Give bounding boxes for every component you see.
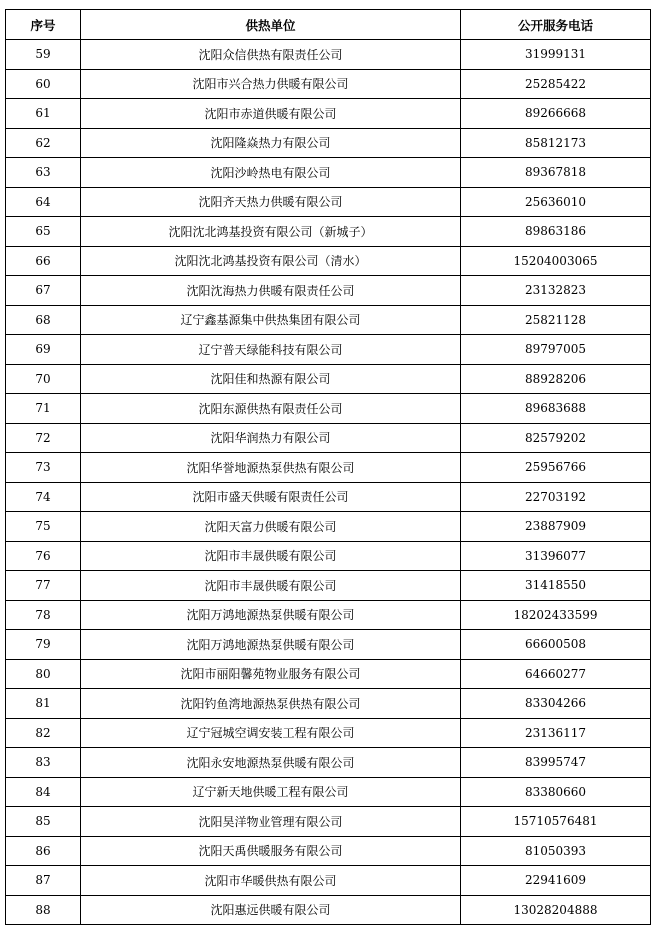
row-phone: 15204003065 (461, 246, 651, 276)
table-row (6, 807, 651, 837)
row-index: 86 (6, 836, 81, 866)
table-row (6, 335, 651, 365)
row-index: 61 (6, 99, 81, 129)
row-index: 75 (6, 512, 81, 542)
row-phone: 31396077 (461, 541, 651, 571)
row-index: 88 (6, 895, 81, 925)
table-row (6, 659, 651, 689)
row-unit-name: 沈阳昊洋物业管理有限公司 (81, 807, 461, 837)
row-phone: 22703192 (461, 482, 651, 512)
row-phone: 13028204888 (461, 895, 651, 925)
row-unit-name: 沈阳沈海热力供暖有限责任公司 (81, 276, 461, 306)
table-row (6, 128, 651, 158)
row-phone: 23136117 (461, 718, 651, 748)
row-unit-name: 沈阳沙岭热电有限公司 (81, 158, 461, 188)
row-phone: 18202433599 (461, 600, 651, 630)
row-phone: 23132823 (461, 276, 651, 306)
row-unit-name: 沈阳市丰晟供暖有限公司 (81, 571, 461, 601)
row-phone: 83380660 (461, 777, 651, 807)
row-unit-name: 沈阳沈北鸿基投资有限公司（清水） (81, 246, 461, 276)
row-phone: 31418550 (461, 571, 651, 601)
row-index: 62 (6, 128, 81, 158)
row-index: 69 (6, 335, 81, 365)
row-unit-name: 沈阳众信供热有限责任公司 (81, 40, 461, 70)
row-index: 68 (6, 305, 81, 335)
row-phone: 89863186 (461, 217, 651, 247)
row-unit-name: 辽宁普天绿能科技有限公司 (81, 335, 461, 365)
row-unit-name: 沈阳市赤道供暖有限公司 (81, 99, 461, 129)
table-header-row (6, 10, 651, 40)
table-row (6, 364, 651, 394)
row-phone: 25636010 (461, 187, 651, 217)
row-index: 70 (6, 364, 81, 394)
row-phone: 64660277 (461, 659, 651, 689)
row-unit-name: 沈阳华润热力有限公司 (81, 423, 461, 453)
row-index: 60 (6, 69, 81, 99)
table-row (6, 246, 651, 276)
row-phone: 66600508 (461, 630, 651, 660)
row-index: 66 (6, 246, 81, 276)
row-unit-name: 沈阳市丽阳馨苑物业服务有限公司 (81, 659, 461, 689)
row-phone: 83995747 (461, 748, 651, 778)
row-unit-name: 沈阳永安地源热泵供暖有限公司 (81, 748, 461, 778)
row-phone: 89797005 (461, 335, 651, 365)
row-unit-name: 辽宁鑫基源集中供热集团有限公司 (81, 305, 461, 335)
table-row (6, 512, 651, 542)
row-phone: 89266668 (461, 99, 651, 129)
table-row (6, 866, 651, 896)
row-phone: 22941609 (461, 866, 651, 896)
row-index: 77 (6, 571, 81, 601)
row-unit-name: 沈阳钓鱼湾地源热泵供热有限公司 (81, 689, 461, 719)
row-index: 87 (6, 866, 81, 896)
table-row (6, 895, 651, 925)
row-index: 59 (6, 40, 81, 70)
table-row (6, 836, 651, 866)
row-unit-name: 沈阳市华暖供热有限公司 (81, 866, 461, 896)
row-unit-name: 沈阳华誉地源热泵供热有限公司 (81, 453, 461, 483)
table-row (6, 158, 651, 188)
table-row (6, 99, 651, 129)
row-unit-name: 沈阳齐天热力供暖有限公司 (81, 187, 461, 217)
row-index: 67 (6, 276, 81, 306)
table-row (6, 718, 651, 748)
row-phone: 15710576481 (461, 807, 651, 837)
table-row (6, 482, 651, 512)
header-phone: 公开服务电话 (461, 10, 651, 40)
table-row (6, 40, 651, 70)
row-index: 71 (6, 394, 81, 424)
row-unit-name: 沈阳万鸿地源热泵供暖有限公司 (81, 630, 461, 660)
row-phone: 89683688 (461, 394, 651, 424)
header-index: 序号 (6, 10, 81, 40)
row-unit-name: 沈阳市盛天供暖有限责任公司 (81, 482, 461, 512)
table-row (6, 689, 651, 719)
row-unit-name: 沈阳惠远供暖有限公司 (81, 895, 461, 925)
row-index: 65 (6, 217, 81, 247)
table-row (6, 423, 651, 453)
row-index: 63 (6, 158, 81, 188)
table-row (6, 394, 651, 424)
table-body (6, 40, 651, 925)
row-index: 81 (6, 689, 81, 719)
row-phone: 25285422 (461, 69, 651, 99)
row-unit-name: 沈阳沈北鸿基投资有限公司（新城子） (81, 217, 461, 247)
row-index: 73 (6, 453, 81, 483)
table-row (6, 453, 651, 483)
table-row (6, 541, 651, 571)
row-unit-name: 沈阳东源供热有限责任公司 (81, 394, 461, 424)
row-unit-name: 辽宁新天地供暖工程有限公司 (81, 777, 461, 807)
row-phone: 25956766 (461, 453, 651, 483)
row-phone: 25821128 (461, 305, 651, 335)
row-unit-name: 沈阳万鸿地源热泵供暖有限公司 (81, 600, 461, 630)
row-unit-name: 沈阳天富力供暖有限公司 (81, 512, 461, 542)
row-index: 84 (6, 777, 81, 807)
row-index: 82 (6, 718, 81, 748)
row-phone: 23887909 (461, 512, 651, 542)
table-row (6, 217, 651, 247)
row-index: 78 (6, 600, 81, 630)
row-phone: 89367818 (461, 158, 651, 188)
row-phone: 83304266 (461, 689, 651, 719)
row-index: 83 (6, 748, 81, 778)
row-phone: 85812173 (461, 128, 651, 158)
row-index: 72 (6, 423, 81, 453)
row-unit-name: 沈阳佳和热源有限公司 (81, 364, 461, 394)
table-row (6, 777, 651, 807)
row-index: 80 (6, 659, 81, 689)
table-row (6, 305, 651, 335)
row-index: 76 (6, 541, 81, 571)
table-row (6, 571, 651, 601)
table-row (6, 187, 651, 217)
row-index: 64 (6, 187, 81, 217)
row-unit-name: 沈阳市丰晟供暖有限公司 (81, 541, 461, 571)
row-phone: 88928206 (461, 364, 651, 394)
row-phone: 81050393 (461, 836, 651, 866)
table-row (6, 276, 651, 306)
heating-units-table (5, 9, 651, 925)
row-index: 74 (6, 482, 81, 512)
row-unit-name: 沈阳市兴合热力供暖有限公司 (81, 69, 461, 99)
table-row (6, 600, 651, 630)
table-row (6, 748, 651, 778)
header-unit: 供热单位 (81, 10, 461, 40)
row-phone: 31999131 (461, 40, 651, 70)
table-row (6, 69, 651, 99)
table-row (6, 630, 651, 660)
row-unit-name: 沈阳隆焱热力有限公司 (81, 128, 461, 158)
row-unit-name: 辽宁冠城空调安装工程有限公司 (81, 718, 461, 748)
row-index: 79 (6, 630, 81, 660)
row-phone: 82579202 (461, 423, 651, 453)
row-index: 85 (6, 807, 81, 837)
row-unit-name: 沈阳天禹供暖服务有限公司 (81, 836, 461, 866)
